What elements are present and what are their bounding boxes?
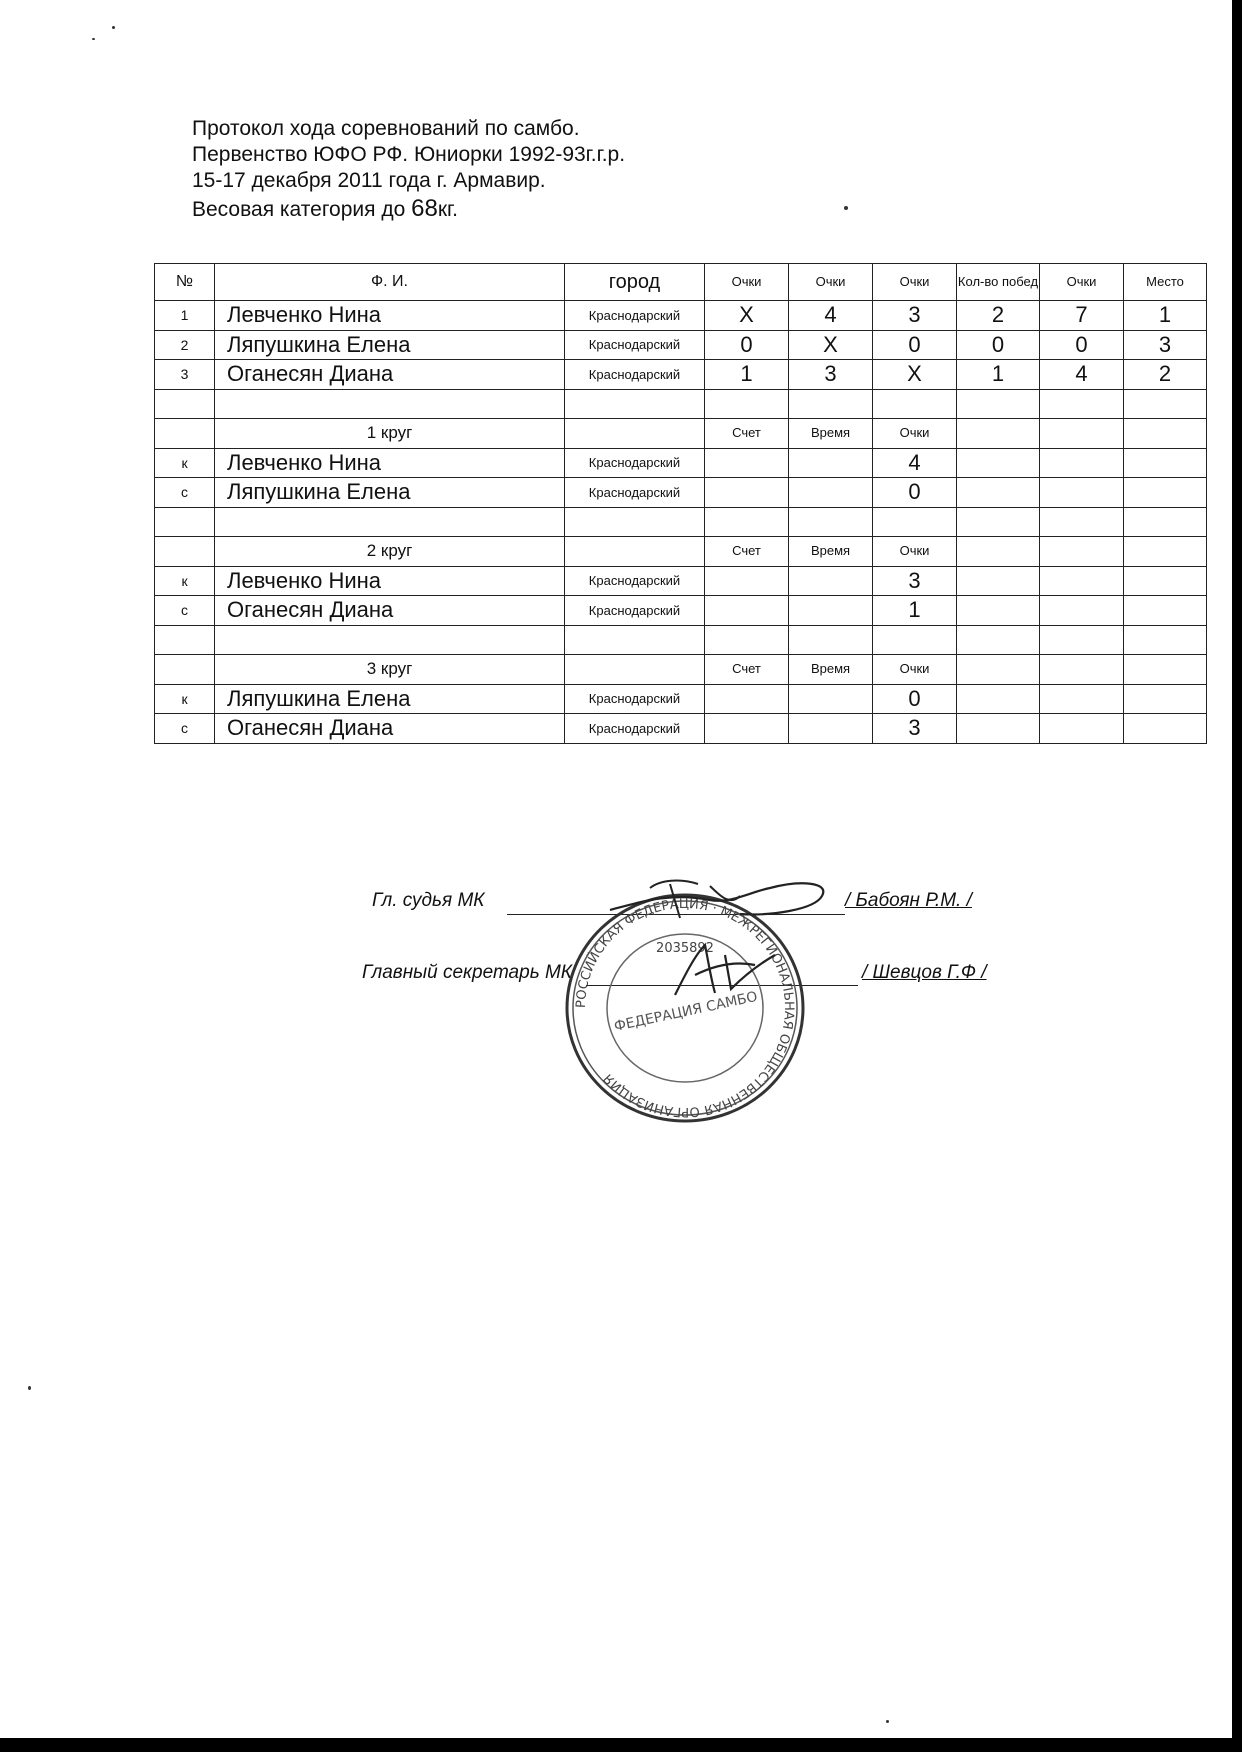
judge-name: / Бабоян Р.М. /	[845, 890, 972, 911]
header-championship: Первенство ЮФО РФ. Юниорки 1992-93г.г.р.	[192, 143, 626, 166]
total-points: 7	[1040, 301, 1124, 331]
scan-edge-right	[1232, 0, 1242, 1752]
header-weight	[192, 196, 625, 223]
wins-count: 1	[957, 360, 1040, 390]
round-title: 2 круг	[215, 537, 565, 567]
table-row	[155, 478, 1207, 508]
secretary-signature	[665, 935, 785, 1005]
scan-speck	[92, 38, 95, 40]
participant-name: Ляпушкина Елена	[215, 330, 565, 360]
points-vs-3: X	[873, 360, 957, 390]
col-header-city: город	[565, 264, 705, 301]
table-row	[155, 684, 1207, 714]
table-row	[155, 596, 1207, 626]
fighter-corner: к	[155, 566, 215, 596]
participant-city: Краснодарский	[565, 330, 705, 360]
fighter-points: 0	[873, 684, 957, 714]
secretary-label: Главный секретарь МК	[362, 962, 572, 983]
fighter-corner: к	[155, 448, 215, 478]
points-vs-1: 0	[705, 330, 789, 360]
participant-city: Краснодарский	[565, 301, 705, 331]
fighter-corner: с	[155, 478, 215, 508]
round-col-time: Время	[789, 655, 873, 685]
stamp-outer-text: РОССИЙСКАЯ ФЕДЕРАЦИЯ · МЕЖРЕГИОНАЛЬНАЯ ОБЩЕСТВЕННАЯ ОРГАНИЗАЦИЯ	[573, 896, 797, 1120]
col-header-points-2: Очки	[789, 264, 873, 301]
weight-value: 68	[411, 195, 438, 222]
fighter-corner: к	[155, 684, 215, 714]
stamp-center-text: ФЕДЕРАЦИЯ САМБО	[612, 988, 760, 1035]
round-col-score: Счет	[705, 419, 789, 449]
scan-speck	[886, 1720, 889, 1723]
table-row	[155, 448, 1207, 478]
fighter-city: Краснодарский	[565, 448, 705, 478]
table-row	[155, 566, 1207, 596]
round-title: 3 круг	[215, 655, 565, 685]
fighter-points: 0	[873, 478, 957, 508]
fighter-corner: с	[155, 596, 215, 626]
col-header-name: Ф. И.	[215, 264, 565, 301]
participant-name: Левченко Нина	[215, 301, 565, 331]
place: 2	[1124, 360, 1207, 390]
stamp-number: 2035892	[656, 941, 714, 956]
fighter-city: Краснодарский	[565, 684, 705, 714]
round-col-points: Очки	[873, 655, 957, 685]
round-col-score: Счет	[705, 537, 789, 567]
fighter-corner: с	[155, 714, 215, 744]
table-header-row	[155, 264, 1207, 301]
points-vs-2: 4	[789, 301, 873, 331]
wins-count: 2	[957, 301, 1040, 331]
document-header	[192, 116, 625, 223]
fighter-points: 3	[873, 714, 957, 744]
points-vs-3: 0	[873, 330, 957, 360]
round-col-score: Счет	[705, 655, 789, 685]
round-title: 1 круг	[215, 419, 565, 449]
col-header-total-points: Очки	[1040, 264, 1124, 301]
participant-num: 3	[155, 360, 215, 390]
scan-speck	[844, 206, 848, 210]
weight-suffix: кг.	[437, 198, 458, 221]
round-header-row	[155, 655, 1207, 685]
col-header-points-3: Очки	[873, 264, 957, 301]
fighter-points: 4	[873, 448, 957, 478]
round-header-row	[155, 419, 1207, 449]
col-header-wins: Кол-во побед	[957, 264, 1040, 301]
points-vs-3: 3	[873, 301, 957, 331]
fighter-name: Ляпушкина Елена	[215, 684, 565, 714]
fighter-name: Левченко Нина	[215, 448, 565, 478]
scan-speck	[28, 1386, 31, 1390]
spacer-row	[155, 389, 1207, 419]
fighter-name: Оганесян Диана	[215, 714, 565, 744]
scan-edge-bottom	[0, 1738, 1242, 1752]
table-row	[155, 714, 1207, 744]
fighter-city: Краснодарский	[565, 596, 705, 626]
col-header-points-1: Очки	[705, 264, 789, 301]
total-points: 0	[1040, 330, 1124, 360]
points-vs-2: 3	[789, 360, 873, 390]
wins-count: 0	[957, 330, 1040, 360]
round-col-time: Время	[789, 419, 873, 449]
scan-speck	[112, 26, 115, 29]
table-row	[155, 360, 1207, 390]
fighter-city: Краснодарский	[565, 478, 705, 508]
table-row	[155, 301, 1207, 331]
col-header-num: №	[155, 264, 215, 301]
spacer-row	[155, 507, 1207, 537]
round-header-row	[155, 537, 1207, 567]
secretary-name: / Шевцов Г.Ф /	[862, 962, 987, 983]
fighter-name: Ляпушкина Елена	[215, 478, 565, 508]
participant-num: 1	[155, 301, 215, 331]
judge-label: Гл. судья МК	[372, 890, 485, 911]
weight-prefix: Весовая категория до	[192, 198, 412, 221]
protocol-table	[154, 263, 1207, 744]
points-vs-2: X	[789, 330, 873, 360]
participant-num: 2	[155, 330, 215, 360]
round-col-time: Время	[789, 537, 873, 567]
round-col-points: Очки	[873, 419, 957, 449]
fighter-city: Краснодарский	[565, 566, 705, 596]
fighter-city: Краснодарский	[565, 714, 705, 744]
header-date-place: 15-17 декабря 2011 года г. Армавир.	[192, 169, 546, 192]
header-title: Протокол хода соревнований по самбо.	[192, 117, 580, 140]
fighter-points: 1	[873, 596, 957, 626]
total-points: 4	[1040, 360, 1124, 390]
col-header-place: Место	[1124, 264, 1207, 301]
points-vs-1: 1	[705, 360, 789, 390]
fighter-name: Левченко Нина	[215, 566, 565, 596]
place: 3	[1124, 330, 1207, 360]
round-col-points: Очки	[873, 537, 957, 567]
fighter-name: Оганесян Диана	[215, 596, 565, 626]
judge-signature	[600, 862, 840, 932]
place: 1	[1124, 301, 1207, 331]
fighter-points: 3	[873, 566, 957, 596]
table-row	[155, 330, 1207, 360]
participant-city: Краснодарский	[565, 360, 705, 390]
points-vs-1: X	[705, 301, 789, 331]
participant-name: Оганесян Диана	[215, 360, 565, 390]
spacer-row	[155, 625, 1207, 655]
